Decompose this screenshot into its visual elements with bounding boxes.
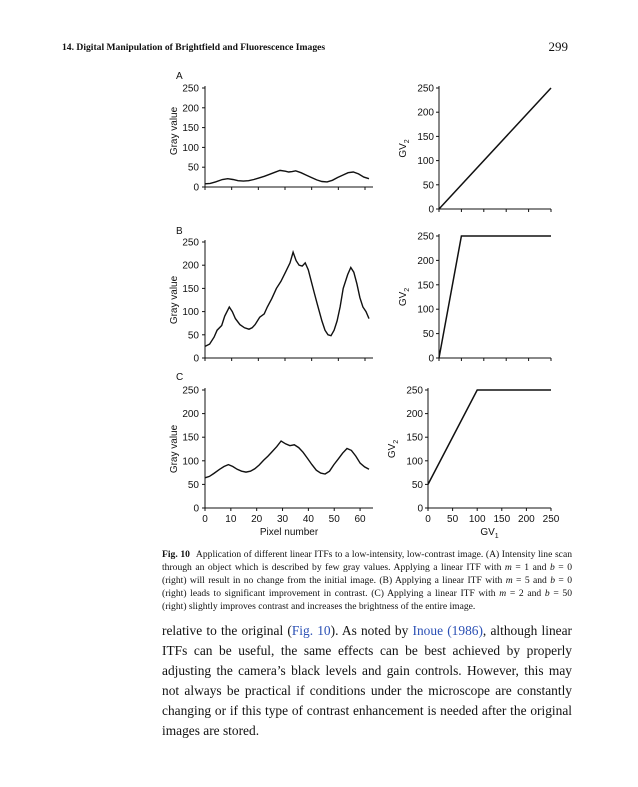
caption-label: Fig. 10 <box>162 549 190 560</box>
right-y-tick-label: 100 <box>417 156 434 168</box>
right-y-tick-label: 50 <box>422 329 434 341</box>
right-y-tick-label: 150 <box>417 280 434 292</box>
page-number: 299 <box>548 39 568 54</box>
panel-c <box>169 372 551 515</box>
itf-line <box>428 390 551 484</box>
chapter-title: 14. Digital Manipulation of Brightfield and Fluorescence Images <box>62 42 326 53</box>
right-y-tick-label: 50 <box>422 180 434 192</box>
bottom-left-x-tick-label: 20 <box>251 514 263 525</box>
right-y-tick-label: 0 <box>428 353 434 365</box>
right-y-tick-label: 50 <box>411 479 423 491</box>
caption-text: Application of different linear ITFs to a low-intensity, low-contrast image. (A) Intensity line scan through an object which is described by few gray values. Applying a linear ITF with m = 1 and b = 0 (right) will result in no change from the initial image. (B) Applying a linear ITF with m = 5 and b = 0 (right) leads to significant improvement in contrast. (C) Applying a linear ITF with m = 2 and b = 50 (right) slightly improves contrast and increases the brightness of the entire image. <box>162 549 573 613</box>
right-y-tick-label: 250 <box>417 231 434 243</box>
left-y-tick-label: 250 <box>182 237 199 249</box>
figure-caption <box>162 548 572 613</box>
right-y-tick-label: 200 <box>417 107 434 119</box>
panel-label: C <box>176 372 184 383</box>
right-y-label: $GV_2$ <box>398 139 411 158</box>
panel-b <box>169 226 551 365</box>
left-y-tick-label: 50 <box>187 479 199 491</box>
intensity-profile-line <box>205 170 369 183</box>
right-y-tick-label: 0 <box>417 503 423 515</box>
bottom-right-x-tick-label: 0 <box>425 514 431 525</box>
left-y-tick-label: 250 <box>182 83 199 95</box>
panel-label: B <box>176 226 183 237</box>
left-y-label: Gray value <box>169 424 180 474</box>
right-y-tick-label: 150 <box>417 131 434 143</box>
right-y-tick-label: 0 <box>428 204 434 216</box>
bottom-left-x-tick-label: 60 <box>354 514 366 525</box>
left-y-tick-label: 100 <box>182 307 199 319</box>
panel-label: A <box>176 71 183 82</box>
left-y-tick-label: 150 <box>182 432 199 444</box>
intensity-profile-line <box>205 441 369 478</box>
right-y-label: $GV_2$ <box>387 439 400 459</box>
right-y-tick-label: 250 <box>417 83 434 95</box>
right-y-tick-label: 200 <box>417 255 434 267</box>
left-y-tick-label: 200 <box>182 409 199 421</box>
bottom-left-x-tick-label: 10 <box>225 514 237 525</box>
left-y-tick-label: 50 <box>187 330 199 342</box>
bottom-right-x-tick-label: 200 <box>518 514 535 525</box>
left-y-label: Gray value <box>169 106 180 156</box>
bottom-right-x-tick-label: 50 <box>447 514 459 525</box>
right-y-tick-label: 250 <box>406 385 423 397</box>
bottom-right-x-tick-label: 250 <box>542 514 560 525</box>
right-y-tick-label: 100 <box>417 304 434 316</box>
left-y-tick-label: 100 <box>182 142 199 154</box>
left-x-label: Pixel number <box>259 527 319 538</box>
body-text-3: , although linear ITFs can be useful, the same effects can be best achieved by properly adjusting the camera’s black levels and gain controls. However, this may not always be practical if conditions under the microscope are constantly changing or if this type of contrast enhancement is needed after the original images are stored. <box>162 623 573 738</box>
bottom-left-x-tick-label: 40 <box>302 514 314 525</box>
right-y-tick-label: 150 <box>406 432 423 444</box>
itf-line <box>439 236 551 358</box>
body-text-1: relative to the original ( <box>162 623 292 638</box>
body-paragraph <box>162 621 572 741</box>
left-y-label: Gray value <box>169 275 180 325</box>
right-x-label: $GV_1$ <box>480 527 499 540</box>
left-y-tick-label: 250 <box>182 385 199 397</box>
left-y-tick-label: 0 <box>193 503 199 515</box>
panel-a <box>169 71 551 216</box>
right-y-tick-label: 200 <box>406 409 423 421</box>
figure-link[interactable]: Fig. 10 <box>291 623 331 638</box>
bottom-left-x-tick-label: 50 <box>328 514 340 525</box>
bottom-right-x-tick-label: 150 <box>493 514 511 525</box>
left-y-tick-label: 150 <box>182 283 199 295</box>
left-y-tick-label: 100 <box>182 456 199 468</box>
right-y-tick-label: 100 <box>406 456 423 468</box>
left-y-tick-label: 150 <box>182 123 199 135</box>
left-y-tick-label: 0 <box>193 353 199 365</box>
left-y-tick-label: 50 <box>187 162 199 174</box>
bottom-left-x-tick-label: 30 <box>276 514 289 525</box>
left-y-tick-label: 200 <box>182 103 199 115</box>
left-y-tick-label: 0 <box>193 182 199 194</box>
intensity-profile-line <box>205 252 369 346</box>
bottom-left-x-tick-label: 0 <box>202 514 208 525</box>
bottom-right-x-tick-label: 100 <box>468 514 486 525</box>
itf-line <box>439 88 551 209</box>
citation-link[interactable]: Inoue (1986) <box>412 623 483 638</box>
body-text-2: ). As noted by <box>330 623 413 638</box>
left-y-tick-label: 200 <box>182 260 199 272</box>
right-y-label: $GV_2$ <box>398 287 411 307</box>
